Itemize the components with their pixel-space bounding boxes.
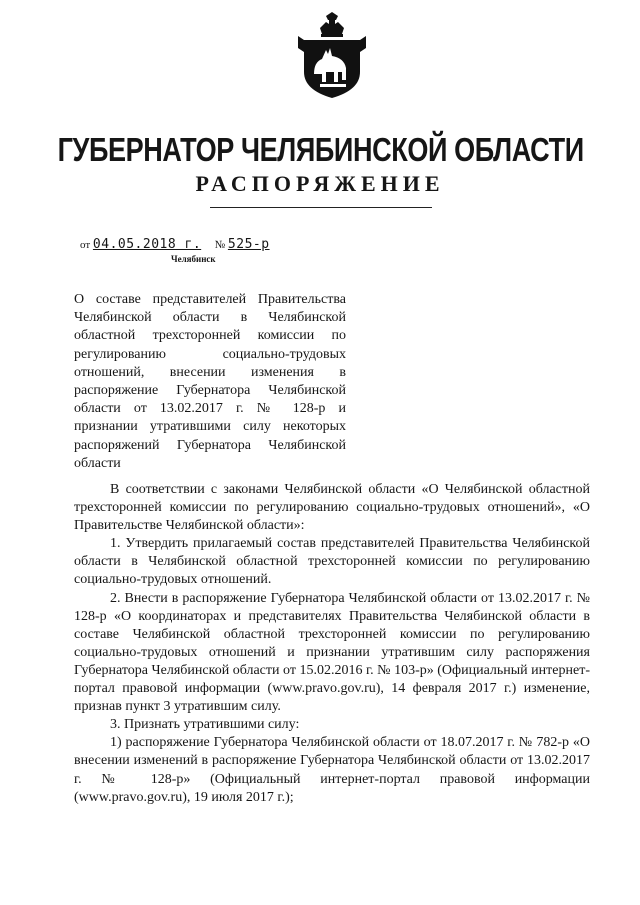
subject-text: О составе представителей Правительства Челябинской области в Челябинской областной трехсторонней комиссии по регулированию социально-трудовых отношений, внесении изменения в распоряжение Губернатора Челябинской области от 13.02.2017 г. № 128-р и признании утратившими силу некоторых распоряжений Губернатора Челябинской области bbox=[74, 292, 346, 471]
coat-of-arms-emblem bbox=[296, 12, 368, 100]
date-prefix: от bbox=[80, 239, 91, 251]
body-paragraph: В соответствии с законами Челябинской области «О Челябинской областной трехсторонней комиссии по регулированию социально-трудовых отношений», «О Правительстве Челябинской области»: bbox=[74, 482, 590, 534]
document-place: Челябинск bbox=[171, 254, 216, 264]
document-subject bbox=[74, 291, 346, 473]
document-date: 04.05.2018 г. bbox=[92, 237, 202, 252]
organization-title: ГУБЕРНАТОР ЧЕЛЯБИНСКОЙ ОБЛАСТИ bbox=[57, 131, 584, 168]
document-type-title: РАСПОРЯЖЕНИЕ bbox=[195, 171, 445, 196]
body-paragraph: 2. Внести в распоряжение Губернатора Челябинской области от 13.02.2017 г. № 128-р «О координаторах и представителях Правительства Челябинской области в составе Челябинской областной трехсторонней комиссии по регулированию социально-трудовых отношений и признании утратившим силу распоряжения Губернатора Челябинской области от 15.02.2016 г. № 103-р» (Официальный интернет-портал правовой информации (www.pravo.gov.ru), 14 февраля 2017 г.) изменение, признав пункт 3 утратившим силу. bbox=[74, 590, 590, 715]
body-paragraph: 1) распоряжение Губернатора Челябинской области от 18.07.2017 г. № 782-р «О внесении изменений в распоряжение Губернатора Челябинской области от 13.02.2017 г. № 128-р» (Официальный интернет-портал правовой информации (www.pravo.gov.ru), 19 июля 2017 г.); bbox=[74, 735, 590, 805]
header-divider bbox=[210, 207, 432, 208]
document-body bbox=[74, 481, 590, 807]
body-paragraph: 3. Признать утратившими силу: bbox=[110, 717, 300, 733]
document-number: 525-р bbox=[227, 237, 270, 252]
date-number-line bbox=[80, 236, 270, 254]
body-paragraph: 1. Утвердить прилагаемый состав представителей Правительства Челябинской области в Челябинской областной трехсторонней комиссии по регулированию социально-трудовых отношений. bbox=[74, 536, 590, 588]
number-prefix: № bbox=[214, 239, 226, 251]
